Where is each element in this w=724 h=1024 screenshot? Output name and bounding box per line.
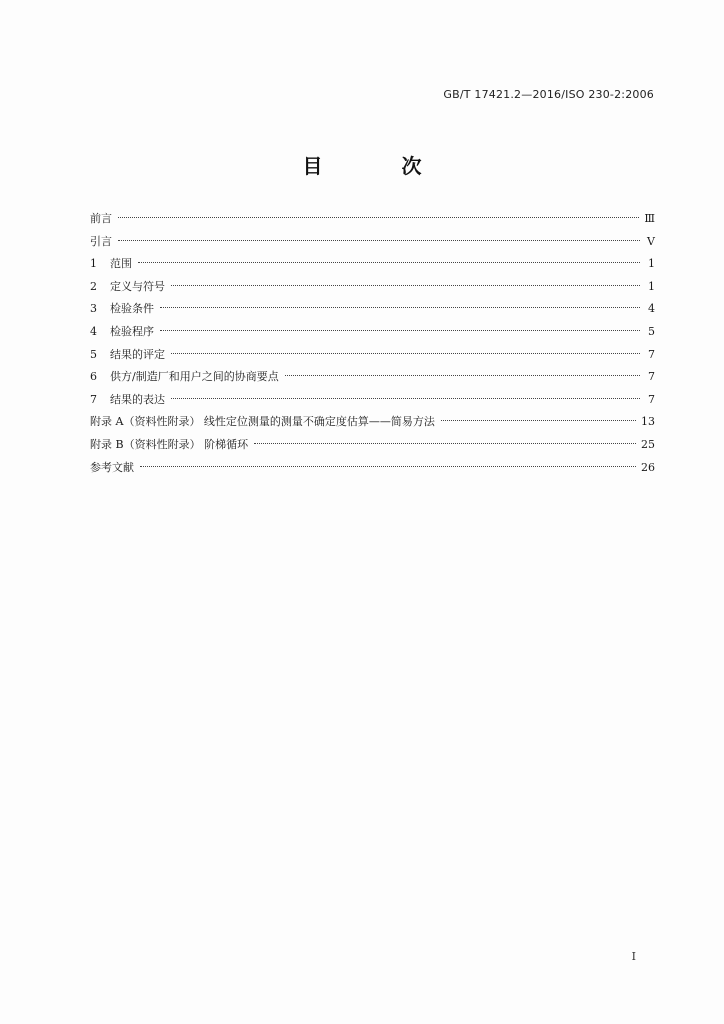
toc-entry-annex-a[interactable] bbox=[90, 411, 655, 434]
toc-leader-dots bbox=[138, 262, 640, 263]
toc-entry-page: 7 bbox=[648, 392, 655, 406]
toc-leader-dots bbox=[285, 375, 640, 376]
toc-entry-number: 5 bbox=[90, 347, 97, 361]
toc-entry-test-conditions[interactable] bbox=[90, 298, 655, 321]
toc-entry-label: 结果的评定 bbox=[110, 347, 165, 361]
toc-entry-number: 6 bbox=[90, 370, 97, 384]
toc-entry-preface[interactable] bbox=[90, 208, 655, 231]
toc-leader-dots bbox=[171, 353, 640, 354]
toc-leader-dots bbox=[118, 217, 639, 218]
toc-leader-dots bbox=[441, 420, 636, 421]
toc-entry-label: 结果的表达 bbox=[110, 392, 165, 406]
toc-entry-page: 7 bbox=[648, 347, 655, 361]
toc-entry-annex-b[interactable] bbox=[90, 434, 655, 457]
toc-entry-presentation[interactable] bbox=[90, 389, 655, 412]
toc-entry-label: 供方/制造厂和用户之间的协商要点 bbox=[110, 370, 279, 384]
toc-leader-dots bbox=[140, 466, 636, 467]
toc-entry-evaluation[interactable] bbox=[90, 344, 655, 367]
toc-leader-dots bbox=[160, 307, 640, 308]
toc-entry-label: 附录 B（资料性附录） 阶梯循环 bbox=[90, 437, 249, 451]
toc-entry-label: 前言 bbox=[90, 212, 112, 225]
toc-entry-page: 1 bbox=[648, 257, 655, 271]
toc-title: 目 次 bbox=[302, 154, 458, 178]
toc-entry-bibliography[interactable] bbox=[90, 457, 655, 480]
toc-entry-test-procedure[interactable] bbox=[90, 321, 655, 344]
toc-leader-dots bbox=[160, 330, 640, 331]
toc-entry-page: 1 bbox=[648, 279, 655, 293]
toc-entry-definitions[interactable] bbox=[90, 276, 655, 299]
toc-entry-page: Ⅴ bbox=[647, 234, 655, 248]
toc-leader-dots bbox=[254, 443, 636, 444]
toc-entry-introduction[interactable] bbox=[90, 231, 655, 254]
toc-entry-page: 25 bbox=[641, 437, 655, 451]
toc-entry-number: 1 bbox=[90, 257, 97, 271]
toc-entry-number: 7 bbox=[90, 392, 97, 406]
toc-leader-dots bbox=[118, 240, 640, 241]
standard-number-header: GB/T 17421.2—2016/ISO 230-2:2006 bbox=[443, 88, 654, 101]
toc-entry-label: 引言 bbox=[90, 234, 112, 248]
toc-entry-page: 7 bbox=[648, 370, 655, 384]
toc-entry-number: 4 bbox=[90, 324, 97, 338]
table-of-contents bbox=[90, 208, 655, 479]
toc-entry-agreement-points[interactable] bbox=[90, 366, 655, 389]
toc-entry-page: 5 bbox=[648, 324, 655, 338]
toc-entry-number: 2 bbox=[90, 279, 97, 293]
toc-leader-dots bbox=[171, 398, 640, 399]
toc-entry-label: 检验程序 bbox=[110, 324, 154, 338]
page-number: I bbox=[631, 950, 636, 963]
toc-entry-label: 定义与符号 bbox=[110, 279, 165, 293]
toc-entry-scope[interactable] bbox=[90, 253, 655, 276]
toc-entry-page: Ⅲ bbox=[644, 212, 655, 225]
toc-entry-label: 附录 A（资料性附录） 线性定位测量的测量不确定度估算——简易方法 bbox=[90, 415, 435, 429]
toc-leader-dots bbox=[171, 285, 640, 286]
toc-entry-page: 4 bbox=[648, 302, 655, 316]
toc-entry-page: 26 bbox=[641, 460, 655, 474]
toc-entry-label: 参考文献 bbox=[90, 460, 134, 474]
toc-entry-label: 范围 bbox=[110, 257, 132, 271]
toc-entry-page: 13 bbox=[641, 415, 655, 429]
toc-entry-number: 3 bbox=[90, 302, 97, 316]
toc-entry-label: 检验条件 bbox=[110, 302, 154, 316]
